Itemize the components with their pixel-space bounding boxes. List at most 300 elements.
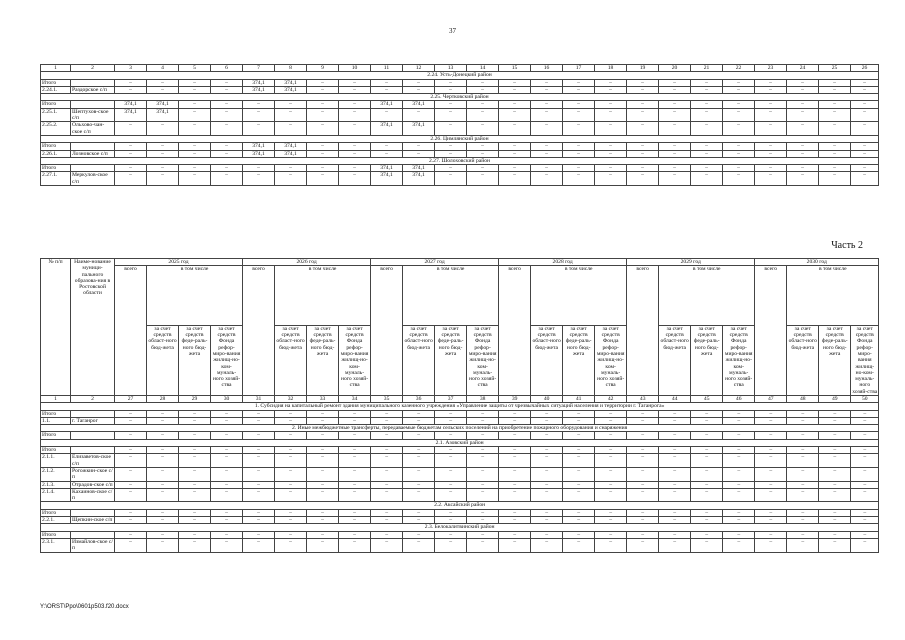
value-cell: – bbox=[115, 150, 147, 157]
value-cell: – bbox=[531, 432, 563, 439]
value-cell: – bbox=[627, 488, 659, 502]
value-cell: – bbox=[115, 517, 147, 524]
value-cell: – bbox=[723, 86, 755, 93]
value-cell: – bbox=[179, 517, 211, 524]
column-number: 43 bbox=[627, 396, 659, 403]
value-cell: – bbox=[211, 447, 243, 454]
value-cell: – bbox=[755, 417, 787, 424]
value-cell: – bbox=[467, 79, 499, 86]
value-cell: – bbox=[627, 417, 659, 424]
value-cell: – bbox=[691, 538, 723, 552]
table-row bbox=[41, 481, 879, 488]
value-cell: – bbox=[755, 79, 787, 86]
value-cell: – bbox=[403, 410, 435, 417]
section-row bbox=[41, 439, 879, 446]
value-cell: – bbox=[659, 143, 691, 150]
value-cell: – bbox=[307, 150, 339, 157]
value-cell: – bbox=[563, 143, 595, 150]
value-cell: – bbox=[275, 481, 307, 488]
section-title: 2.26. Цимлянский район bbox=[41, 135, 879, 142]
municipality-name: Раздорское с/п bbox=[71, 86, 115, 93]
value-cell: – bbox=[147, 410, 179, 417]
value-cell: – bbox=[179, 101, 211, 108]
value-cell: – bbox=[179, 432, 211, 439]
value-cell: – bbox=[531, 410, 563, 417]
value-cell: – bbox=[147, 86, 179, 93]
value-cell: – bbox=[339, 165, 371, 172]
value-cell: – bbox=[467, 150, 499, 157]
value-cell: 374,1 bbox=[371, 122, 403, 136]
column-number: 40 bbox=[531, 396, 563, 403]
value-cell: – bbox=[531, 143, 563, 150]
value-cell: – bbox=[211, 79, 243, 86]
value-cell: – bbox=[243, 101, 275, 108]
value-cell: – bbox=[659, 432, 691, 439]
value-cell: – bbox=[595, 481, 627, 488]
table-row bbox=[41, 165, 879, 172]
value-cell: – bbox=[723, 101, 755, 108]
value-cell: – bbox=[435, 467, 467, 481]
value-cell: – bbox=[819, 432, 851, 439]
value-cell: – bbox=[435, 454, 467, 468]
value-cell: 374,1 bbox=[115, 108, 147, 122]
value-cell: – bbox=[531, 531, 563, 538]
value-cell: – bbox=[787, 79, 819, 86]
value-cell: – bbox=[563, 481, 595, 488]
row-number: 2.1.3. bbox=[41, 481, 71, 488]
value-cell: – bbox=[563, 122, 595, 136]
section-row bbox=[41, 157, 879, 164]
value-cell: – bbox=[787, 122, 819, 136]
value-cell: – bbox=[243, 432, 275, 439]
header-year: 2030 год bbox=[755, 259, 879, 266]
value-cell: – bbox=[531, 150, 563, 157]
table-row bbox=[41, 172, 879, 186]
value-cell: – bbox=[723, 454, 755, 468]
column-number: 24 bbox=[787, 65, 819, 72]
value-cell: – bbox=[755, 509, 787, 516]
value-cell: – bbox=[563, 432, 595, 439]
value-cell: – bbox=[563, 488, 595, 502]
value-cell: – bbox=[755, 447, 787, 454]
value-cell: – bbox=[531, 417, 563, 424]
header-total: всего bbox=[755, 266, 787, 396]
value-cell: – bbox=[627, 143, 659, 150]
value-cell: 374,1 bbox=[243, 150, 275, 157]
value-cell: – bbox=[595, 417, 627, 424]
value-cell: 374,1 bbox=[403, 172, 435, 186]
value-cell: – bbox=[339, 432, 371, 439]
value-cell: – bbox=[851, 122, 879, 136]
value-cell: – bbox=[499, 172, 531, 186]
value-cell: – bbox=[595, 531, 627, 538]
value-cell: – bbox=[659, 108, 691, 122]
column-number: 50 bbox=[851, 396, 879, 403]
value-cell: – bbox=[211, 454, 243, 468]
value-cell: – bbox=[371, 509, 403, 516]
column-number: 11 bbox=[371, 65, 403, 72]
value-cell: – bbox=[275, 417, 307, 424]
column-number: 22 bbox=[723, 65, 755, 72]
value-cell: – bbox=[339, 488, 371, 502]
column-number: 9 bbox=[307, 65, 339, 72]
table-row bbox=[41, 447, 879, 454]
value-cell: – bbox=[691, 172, 723, 186]
row-number: Итого bbox=[41, 447, 71, 454]
header-sub: за счет средств област-ного бюд-жета bbox=[275, 325, 307, 395]
header-year: 2027 год bbox=[371, 259, 499, 266]
value-cell: – bbox=[499, 122, 531, 136]
value-cell: – bbox=[499, 143, 531, 150]
value-cell: – bbox=[403, 531, 435, 538]
value-cell: – bbox=[467, 488, 499, 502]
row-number: Итого bbox=[41, 165, 71, 172]
value-cell: – bbox=[659, 150, 691, 157]
value-cell: – bbox=[435, 417, 467, 424]
value-cell: – bbox=[243, 454, 275, 468]
section-title: 2.27. Шолоховский район bbox=[41, 157, 879, 164]
value-cell: – bbox=[339, 517, 371, 524]
value-cell: – bbox=[787, 172, 819, 186]
header-sub: за счет средств област-ного бюд-жета bbox=[787, 325, 819, 395]
value-cell: – bbox=[179, 165, 211, 172]
value-cell: – bbox=[851, 517, 879, 524]
value-cell: – bbox=[179, 79, 211, 86]
value-cell: – bbox=[819, 481, 851, 488]
value-cell: – bbox=[371, 447, 403, 454]
value-cell: 374,1 bbox=[403, 165, 435, 172]
value-cell: – bbox=[339, 509, 371, 516]
value-cell: – bbox=[595, 122, 627, 136]
header-including: в том числе bbox=[531, 266, 627, 325]
column-number: 27 bbox=[115, 396, 147, 403]
table-row bbox=[41, 108, 879, 122]
value-cell: – bbox=[275, 531, 307, 538]
value-cell: – bbox=[595, 108, 627, 122]
value-cell: – bbox=[595, 509, 627, 516]
column-number: 34 bbox=[339, 396, 371, 403]
value-cell: – bbox=[851, 150, 879, 157]
header-including: в том числе bbox=[659, 266, 755, 325]
header-including: в том числе bbox=[275, 266, 371, 325]
value-cell: – bbox=[755, 538, 787, 552]
value-cell: – bbox=[787, 410, 819, 417]
value-cell: – bbox=[115, 447, 147, 454]
value-cell: – bbox=[339, 79, 371, 86]
header-row-years bbox=[41, 259, 879, 266]
value-cell: – bbox=[851, 108, 879, 122]
column-number: 13 bbox=[435, 65, 467, 72]
value-cell: – bbox=[755, 454, 787, 468]
value-cell: – bbox=[179, 86, 211, 93]
municipality-name: Щепкин-ское с/п bbox=[71, 517, 115, 524]
section-row bbox=[41, 403, 879, 410]
table-row bbox=[41, 531, 879, 538]
value-cell: – bbox=[723, 122, 755, 136]
value-cell: – bbox=[179, 410, 211, 417]
value-cell: – bbox=[371, 86, 403, 93]
value-cell: – bbox=[851, 417, 879, 424]
value-cell: – bbox=[339, 467, 371, 481]
value-cell: – bbox=[115, 509, 147, 516]
header-sub: за счет средств Фонда рефор-миро-вания жилищ-но-ком-муналь-ного хозяй-ства bbox=[852, 325, 878, 395]
value-cell: – bbox=[147, 79, 179, 86]
value-cell: – bbox=[307, 143, 339, 150]
value-cell: – bbox=[499, 467, 531, 481]
value-cell: – bbox=[307, 481, 339, 488]
value-cell: – bbox=[371, 481, 403, 488]
column-number: 35 bbox=[371, 396, 403, 403]
header-year: 2025 год bbox=[115, 259, 243, 266]
value-cell: – bbox=[851, 488, 879, 502]
value-cell: – bbox=[723, 432, 755, 439]
value-cell: – bbox=[147, 517, 179, 524]
section-row bbox=[41, 135, 879, 142]
value-cell: – bbox=[723, 165, 755, 172]
row-number: Итого bbox=[41, 531, 71, 538]
value-cell: – bbox=[691, 86, 723, 93]
value-cell: – bbox=[755, 410, 787, 417]
value-cell: – bbox=[691, 79, 723, 86]
header-total: всего bbox=[115, 266, 147, 396]
value-cell: – bbox=[211, 517, 243, 524]
header-sub: за счет средств Фонда рефор-миро-вания жилищ-но-ком-муналь-ного хозяй-ства bbox=[595, 325, 627, 395]
value-cell: – bbox=[659, 447, 691, 454]
value-cell: – bbox=[467, 122, 499, 136]
column-number: 3 bbox=[115, 65, 147, 72]
value-cell: – bbox=[819, 531, 851, 538]
value-cell: – bbox=[691, 150, 723, 157]
value-cell: – bbox=[307, 488, 339, 502]
column-number: 49 bbox=[819, 396, 851, 403]
value-cell: – bbox=[563, 79, 595, 86]
value-cell: – bbox=[435, 488, 467, 502]
value-cell: – bbox=[691, 122, 723, 136]
value-cell: – bbox=[467, 481, 499, 488]
value-cell: – bbox=[595, 538, 627, 552]
value-cell: – bbox=[467, 417, 499, 424]
value-cell: – bbox=[627, 172, 659, 186]
value-cell: – bbox=[275, 509, 307, 516]
value-cell: – bbox=[531, 467, 563, 481]
value-cell: – bbox=[659, 410, 691, 417]
value-cell: – bbox=[787, 531, 819, 538]
value-cell: 374,1 bbox=[275, 143, 307, 150]
header-total: всего bbox=[371, 266, 403, 396]
header-name: Наиме-нование муници-пального образова-ния в Ростовской области bbox=[71, 259, 115, 396]
value-cell: – bbox=[627, 447, 659, 454]
value-cell: – bbox=[115, 410, 147, 417]
value-cell: – bbox=[819, 122, 851, 136]
value-cell: – bbox=[499, 481, 531, 488]
value-cell: – bbox=[755, 122, 787, 136]
header-sub: за счет средств Фонда рефор-миро-вания жилищ-но-ком-муналь-ного хозяй-ства bbox=[339, 325, 371, 395]
value-cell: – bbox=[659, 467, 691, 481]
value-cell: – bbox=[499, 101, 531, 108]
table-row bbox=[41, 86, 879, 93]
value-cell: – bbox=[307, 86, 339, 93]
value-cell: – bbox=[147, 538, 179, 552]
value-cell: – bbox=[371, 108, 403, 122]
value-cell: – bbox=[243, 447, 275, 454]
header-sub: за счет средств Фонда рефор-миро-вания жилищ-но-ком-муналь-ного хозяй-ства bbox=[211, 325, 243, 395]
value-cell: – bbox=[755, 143, 787, 150]
value-cell: – bbox=[691, 417, 723, 424]
row-number: Итого bbox=[41, 410, 71, 417]
value-cell: – bbox=[563, 417, 595, 424]
value-cell: – bbox=[595, 86, 627, 93]
value-cell: – bbox=[371, 531, 403, 538]
value-cell: – bbox=[211, 432, 243, 439]
table-row bbox=[41, 538, 879, 552]
value-cell: – bbox=[723, 481, 755, 488]
value-cell: – bbox=[563, 454, 595, 468]
value-cell: – bbox=[467, 531, 499, 538]
value-cell: – bbox=[115, 481, 147, 488]
value-cell: – bbox=[339, 101, 371, 108]
header-sub: за счет средств феде-раль-ного бюд-жета bbox=[563, 325, 595, 395]
column-number: 32 bbox=[275, 396, 307, 403]
column-number: 20 bbox=[659, 65, 691, 72]
value-cell: – bbox=[531, 481, 563, 488]
section-title: 2.25. Чертковский район bbox=[41, 94, 879, 101]
value-cell: – bbox=[307, 447, 339, 454]
column-number: 7 bbox=[243, 65, 275, 72]
value-cell: – bbox=[627, 79, 659, 86]
value-cell: – bbox=[723, 447, 755, 454]
value-cell: – bbox=[339, 417, 371, 424]
value-cell: – bbox=[243, 410, 275, 417]
value-cell: – bbox=[147, 488, 179, 502]
column-number: 47 bbox=[755, 396, 787, 403]
value-cell: – bbox=[787, 165, 819, 172]
column-number: 16 bbox=[531, 65, 563, 72]
value-cell: – bbox=[627, 531, 659, 538]
column-number: 29 bbox=[179, 396, 211, 403]
municipality-name bbox=[71, 531, 115, 538]
header-total: всего bbox=[243, 266, 275, 396]
value-cell: – bbox=[563, 517, 595, 524]
value-cell: – bbox=[243, 531, 275, 538]
header-year: 2028 год bbox=[499, 259, 627, 266]
value-cell: – bbox=[275, 467, 307, 481]
value-cell: – bbox=[307, 432, 339, 439]
column-number: 19 bbox=[627, 65, 659, 72]
value-cell: 374,1 bbox=[371, 172, 403, 186]
value-cell: – bbox=[723, 150, 755, 157]
value-cell: – bbox=[115, 172, 147, 186]
value-cell: – bbox=[339, 447, 371, 454]
municipality-name: г. Таганрог bbox=[71, 417, 115, 424]
value-cell: – bbox=[243, 172, 275, 186]
value-cell: – bbox=[211, 172, 243, 186]
municipality-name: Лозновское с/п bbox=[71, 150, 115, 157]
value-cell: – bbox=[691, 517, 723, 524]
value-cell: – bbox=[275, 538, 307, 552]
value-cell: – bbox=[563, 108, 595, 122]
value-cell: – bbox=[499, 150, 531, 157]
column-number: 14 bbox=[467, 65, 499, 72]
value-cell: – bbox=[307, 122, 339, 136]
column-number: 44 bbox=[659, 396, 691, 403]
value-cell: – bbox=[755, 86, 787, 93]
value-cell: – bbox=[531, 517, 563, 524]
value-cell: 374,1 bbox=[275, 86, 307, 93]
value-cell: – bbox=[627, 538, 659, 552]
value-cell: – bbox=[851, 531, 879, 538]
value-cell: – bbox=[179, 150, 211, 157]
value-cell: – bbox=[307, 79, 339, 86]
value-cell: – bbox=[691, 410, 723, 417]
column-number: 28 bbox=[147, 396, 179, 403]
value-cell: – bbox=[435, 517, 467, 524]
table-row bbox=[41, 410, 879, 417]
budget-table-part2 bbox=[40, 258, 879, 553]
value-cell: – bbox=[499, 432, 531, 439]
value-cell: – bbox=[851, 172, 879, 186]
column-number: 38 bbox=[467, 396, 499, 403]
column-number: 48 bbox=[787, 396, 819, 403]
value-cell: – bbox=[755, 432, 787, 439]
value-cell: – bbox=[755, 108, 787, 122]
value-cell: – bbox=[563, 509, 595, 516]
value-cell: – bbox=[243, 417, 275, 424]
header-including: в том числе bbox=[403, 266, 499, 325]
value-cell: – bbox=[787, 447, 819, 454]
value-cell: – bbox=[627, 150, 659, 157]
value-cell: – bbox=[627, 122, 659, 136]
value-cell: – bbox=[115, 454, 147, 468]
value-cell: – bbox=[435, 108, 467, 122]
column-number-row bbox=[41, 396, 879, 403]
value-cell: – bbox=[339, 86, 371, 93]
value-cell: – bbox=[819, 509, 851, 516]
value-cell: – bbox=[243, 488, 275, 502]
value-cell: – bbox=[211, 467, 243, 481]
header-sub: за счет средств феде-раль-ного бюд-жета bbox=[179, 325, 211, 395]
value-cell: – bbox=[211, 165, 243, 172]
value-cell: – bbox=[243, 108, 275, 122]
value-cell: – bbox=[691, 447, 723, 454]
value-cell: – bbox=[147, 122, 179, 136]
municipality-name: Рогожкин-ское с/п bbox=[72, 467, 113, 481]
value-cell: – bbox=[819, 488, 851, 502]
table-row bbox=[41, 432, 879, 439]
table-row bbox=[41, 143, 879, 150]
column-number: 26 bbox=[851, 65, 879, 72]
value-cell: – bbox=[211, 417, 243, 424]
row-number: Итого bbox=[41, 101, 71, 108]
value-cell: – bbox=[307, 454, 339, 468]
value-cell: – bbox=[243, 481, 275, 488]
header-year: 2026 год bbox=[243, 259, 371, 266]
header-sub: за счет средств феде-раль-ного бюд-жета bbox=[819, 325, 851, 395]
value-cell: – bbox=[435, 172, 467, 186]
value-cell: – bbox=[819, 517, 851, 524]
row-number: 2.26.1. bbox=[41, 150, 71, 157]
section-title: 2.3. Белокалитвинский район bbox=[41, 524, 879, 531]
value-cell: – bbox=[723, 172, 755, 186]
value-cell: – bbox=[595, 165, 627, 172]
value-cell: – bbox=[211, 481, 243, 488]
value-cell: – bbox=[819, 165, 851, 172]
municipality-name bbox=[71, 79, 115, 86]
value-cell: – bbox=[755, 150, 787, 157]
municipality-name: Ольхово-чан-ское с/п bbox=[71, 122, 115, 136]
value-cell: – bbox=[115, 467, 147, 481]
value-cell: – bbox=[371, 417, 403, 424]
value-cell: – bbox=[179, 143, 211, 150]
